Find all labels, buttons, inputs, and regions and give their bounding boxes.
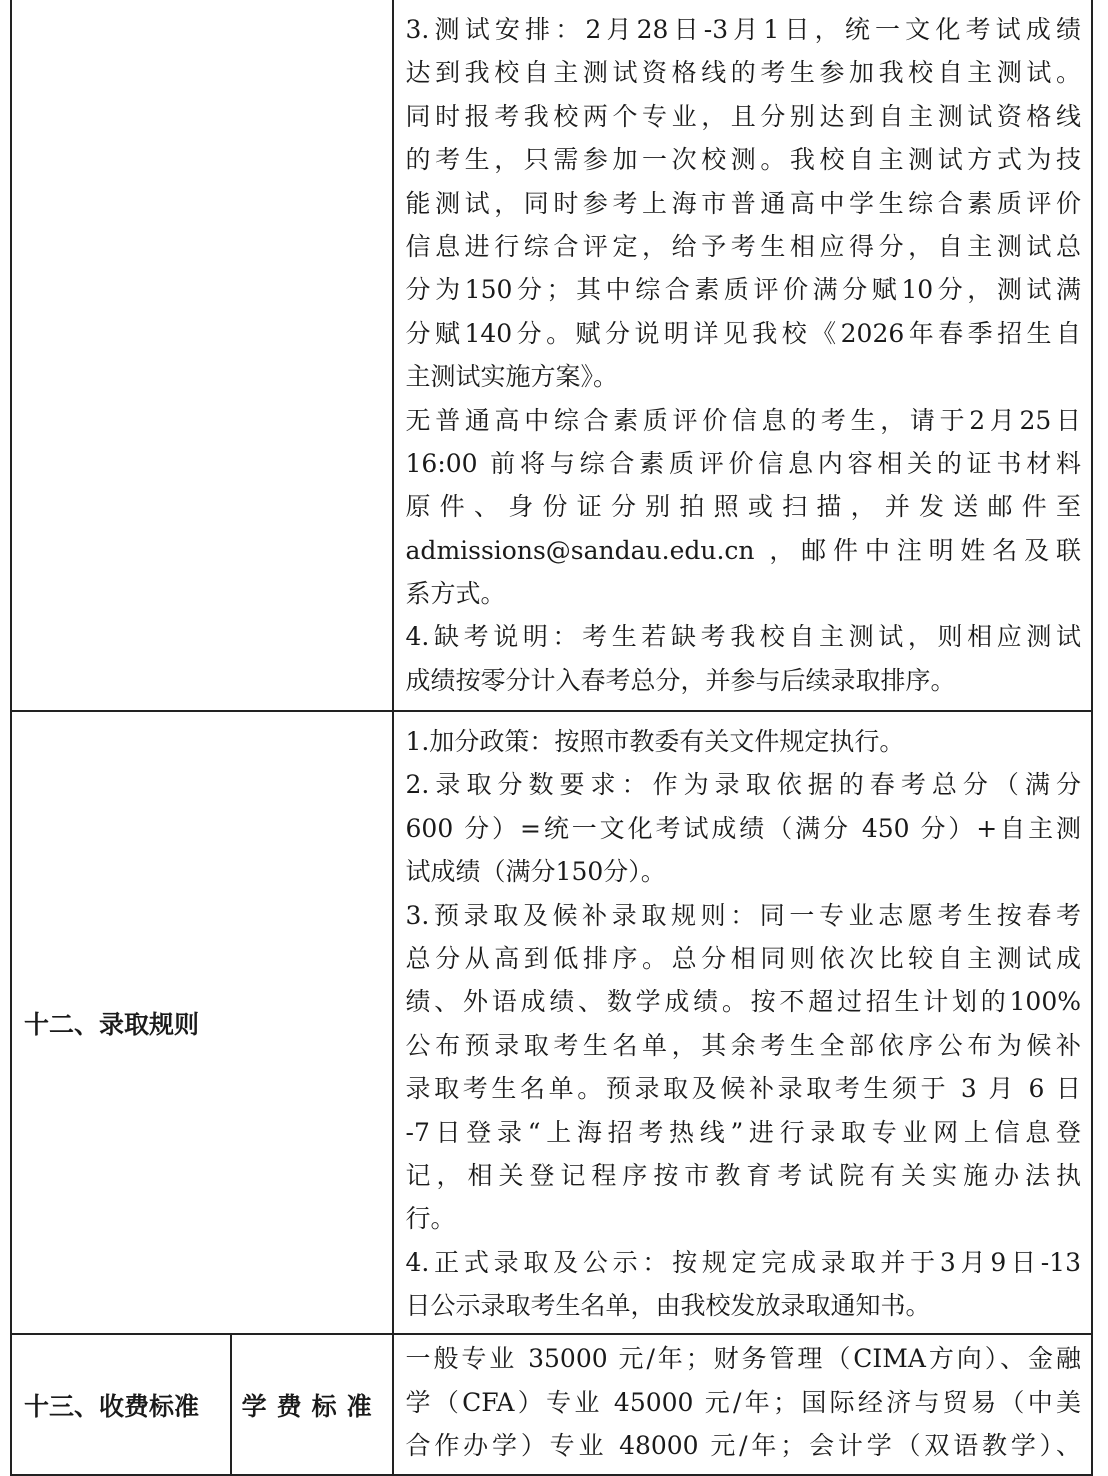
text-line: 达到我校自主测试资格线的考生参加我校自主测试。 [405, 58, 1081, 88]
paragraph [406, 1241, 1081, 1328]
text-line: 主测试实施方案》。 [405, 362, 619, 392]
text-line: 能测试，同时参考上海市普通高中学生综合素质评价 [405, 188, 1081, 218]
text-line: 试成绩（满分150分）。 [405, 857, 666, 887]
table-row-fees [11, 1334, 1092, 1474]
text-line: 原件、身份证分别拍照或扫描，并发送邮件至 [405, 492, 1081, 522]
text-line: 的考生，只需参加一次校测。我校自主测试方式为技 [405, 145, 1081, 175]
text-line: 学（CFA）专业 45000 元/年；国际经济与贸易（中美 [405, 1387, 1081, 1417]
text-line: 无普通高中综合素质评价信息的考生，请于2月25日 [405, 405, 1081, 435]
paragraph [406, 399, 1081, 616]
table-row-test-arrangement [11, 0, 1092, 711]
text-line: 600 分）=统一文化考试成绩（满分 450 分）+自主测 [405, 813, 1081, 843]
text-line: 16:00 前将与综合素质评价信息内容相关的证书材料 [405, 448, 1081, 478]
row-sublabel: 学费标准 [231, 1334, 393, 1474]
text-line: 4.缺考说明：考生若缺考我校自主测试，则相应测试 [405, 622, 1081, 652]
text-line: 公布预录取考生名单，其余考生全部依序公布为候补 [405, 1030, 1081, 1060]
text-line: 成绩按零分计入春考总分，并参与后续录取排序。 [405, 665, 956, 695]
admissions-table [10, 0, 1093, 1476]
text-line: 系方式。 [405, 579, 506, 609]
text-line: -7日登录“上海招考热线”进行录取专业网上信息登 [405, 1117, 1081, 1147]
text-line: 一般专业 35000 元/年；财务管理（CIMA方向）、金融 [405, 1344, 1081, 1374]
row-content [393, 0, 1092, 711]
paragraph [406, 763, 1081, 893]
paragraph [406, 615, 1081, 702]
text-line: 信息进行综合评定，给予考生相应得分，自主测试总 [405, 231, 1081, 261]
row-label: 十二、录取规则 [11, 711, 393, 1334]
row-content [393, 711, 1092, 1334]
text-line: admissions@sandau.edu.cn ，邮件中注明姓名及联 [405, 535, 1081, 565]
text-line: 3.预录取及候补录取规则：同一专业志愿考生按春考 [405, 900, 1081, 930]
text-line: 总分从高到低排序。总分相同则依次比较自主测试成 [405, 943, 1081, 973]
text-line: 2.录取分数要求：作为录取依据的春考总分（满分 [405, 770, 1081, 800]
text-line: 绩、外语成绩、数学成绩。按不超过招生计划的100% [405, 987, 1081, 1017]
text-line: 1.加分政策：按照市教委有关文件规定执行。 [405, 727, 905, 756]
text-line: 3.测试安排：2月28日-3月1日，统一文化考试成绩 [405, 15, 1081, 44]
text-line: 行。 [405, 1204, 456, 1234]
text-line: 同时报考我校两个专业，且分别达到自主测试资格线 [405, 101, 1081, 131]
paragraph [406, 720, 1081, 763]
paragraph [406, 8, 1081, 399]
table-row-admission-rules [11, 711, 1092, 1334]
text-line: 记，相关登记程序按市教育考试院有关实施办法执 [405, 1160, 1081, 1190]
row-label: 十三、收费标准 [11, 1334, 231, 1474]
text-line: 日公示录取考生名单，由我校发放录取通知书。 [405, 1291, 931, 1321]
text-line: 录取考生名单。预录取及候补录取考生须于 3 月 6 日 [405, 1074, 1081, 1104]
row-label-empty [11, 0, 393, 711]
text-line: 分为150分；其中综合素质评价满分赋10分，测试满 [405, 275, 1081, 305]
text-line: 合作办学）专业 48000 元/年；会计学（双语教学）、 [405, 1431, 1081, 1461]
text-line: 分赋140分。赋分说明详见我校《2026年春季招生自 [405, 318, 1081, 348]
paragraph [406, 894, 1081, 1241]
text-line: 4.正式录取及公示：按规定完成录取并于3月9日-13 [405, 1247, 1081, 1277]
row-content [393, 1334, 1092, 1474]
